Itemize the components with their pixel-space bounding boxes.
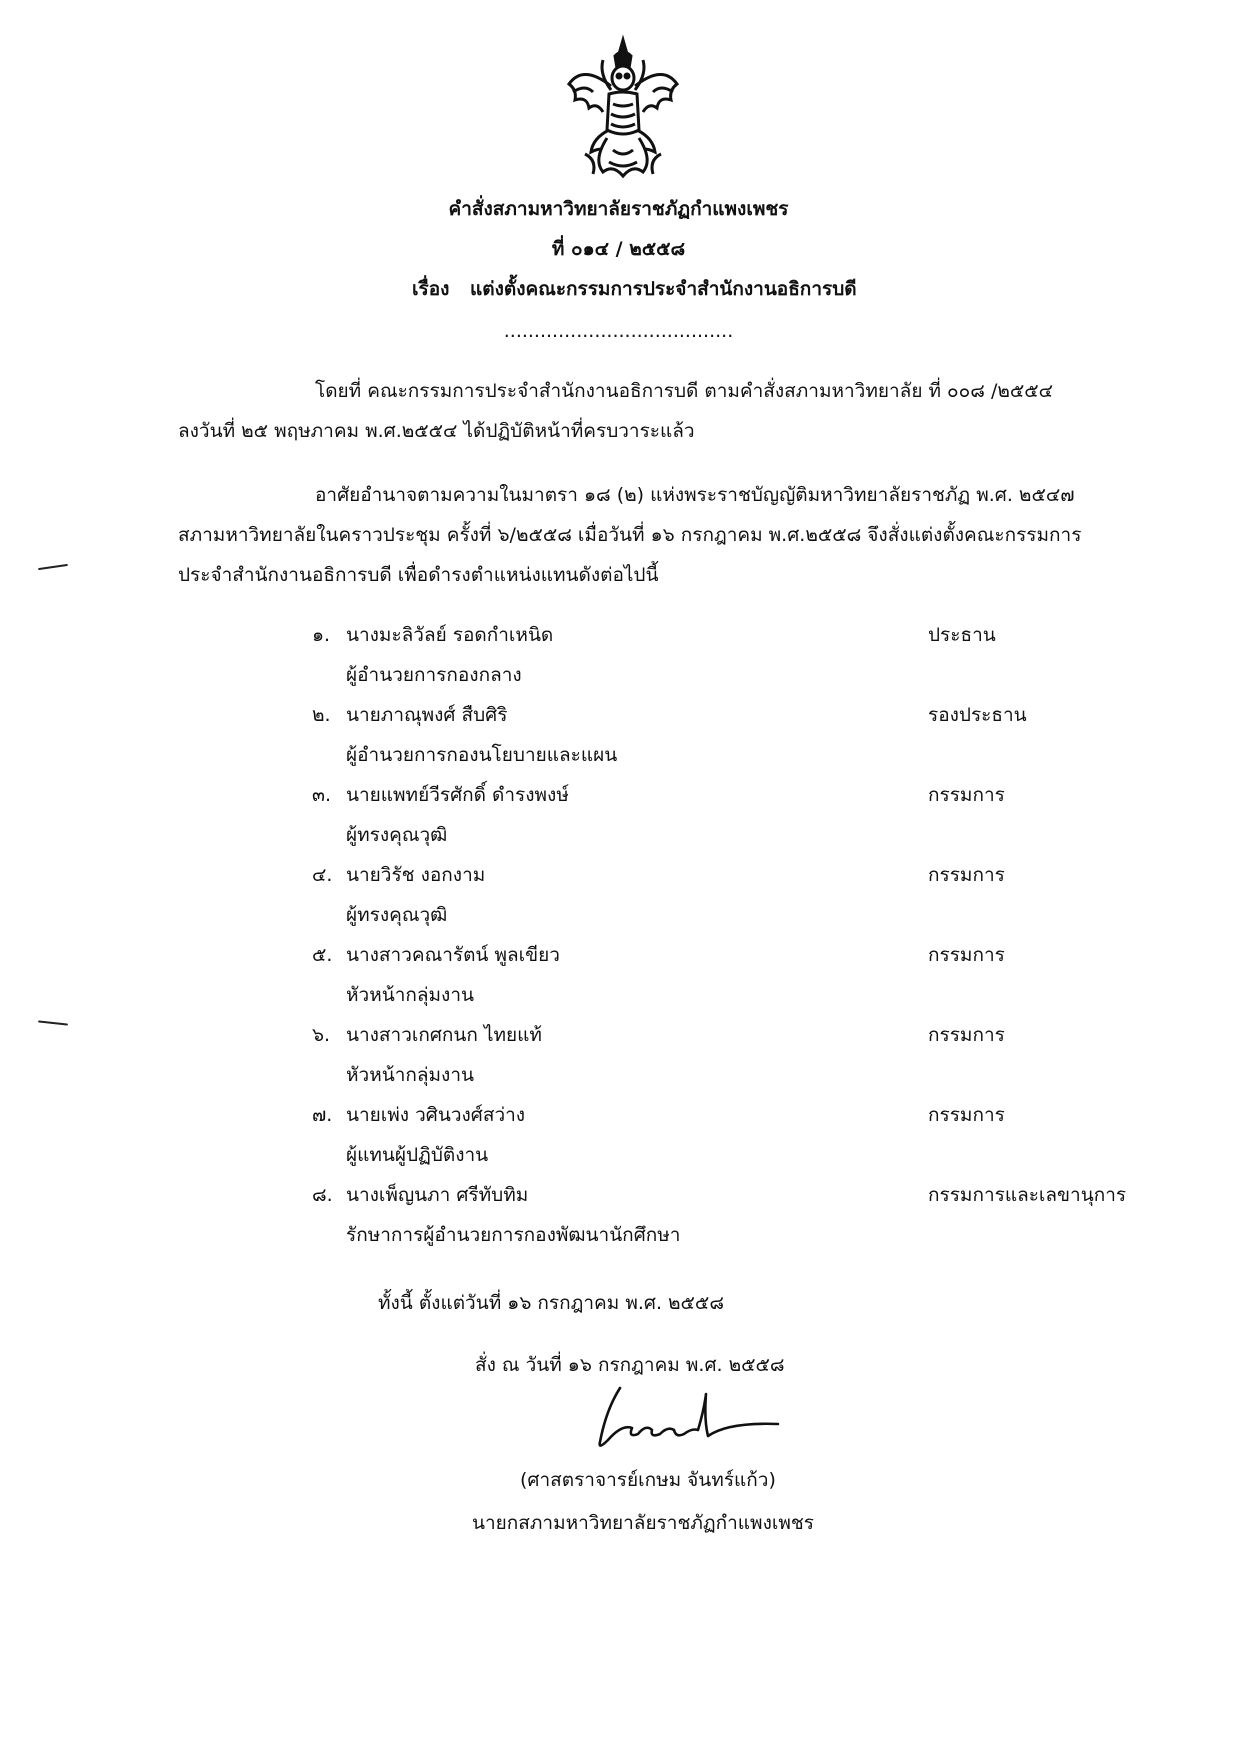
member-name: นายวิรัช งอกงาม: [346, 864, 486, 886]
member-number: ๑.: [312, 624, 331, 646]
member-number: ๗.: [312, 1104, 333, 1126]
subject-label: เรื่อง: [412, 278, 450, 300]
member-position: ผู้ทรงคุณวุฒิ: [346, 824, 448, 846]
order-title: คำสั่งสภามหาวิทยาลัยราชภัฏกำแพงเพชร: [448, 198, 789, 220]
member-name: นางมะลิวัลย์ รอดกำเหนิด: [346, 624, 554, 646]
signature: [588, 1380, 788, 1460]
paragraph-1-line-2: ลงวันที่ ๒๕ พฤษภาคม พ.ศ.๒๕๕๔ ได้ปฏิบัติหน้าที่ครบวาระแล้ว: [178, 420, 695, 442]
member-name: นางสาวเกศกนก ไทยแท้: [346, 1024, 542, 1046]
member-position: ผู้ทรงคุณวุฒิ: [346, 904, 448, 926]
order-number: ที่ ๐๑๔ / ๒๕๕๘: [551, 238, 686, 260]
garuda-emblem-icon: [563, 34, 683, 186]
member-position: รักษาการผู้อำนวยการกองพัฒนานักศึกษา: [346, 1224, 681, 1246]
signer-name: (ศาสตราจารย์เกษม จันทร์แก้ว): [520, 1469, 776, 1491]
order-date: สั่ง ณ วันที่ ๑๖ กรกฎาคม พ.ศ. ๒๕๕๘: [475, 1354, 785, 1376]
member-name: นายเพ่ง วศินวงศ์สว่าง: [346, 1104, 526, 1126]
member-number: ๔.: [312, 864, 333, 886]
paragraph-2-line-3: ประจำสำนักงานอธิการบดี เพื่อดำรงตำแหน่งแทนดังต่อไปนี้: [178, 564, 659, 586]
member-role: กรรมการและเลขานุการ: [928, 1184, 1127, 1206]
member-position: หัวหน้ากลุ่มงาน: [346, 984, 474, 1006]
member-name: นางเพ็ญนภา ศรีทับทิม: [346, 1184, 529, 1206]
scan-mark: [38, 1020, 68, 1025]
paragraph-2-line-2: สภามหาวิทยาลัยในคราวประชุม ครั้งที่ ๖/๒๕๕๘ เมื่อวันที่ ๑๖ กรกฎาคม พ.ศ.๒๕๕๘ จึงสั่งแต่งตั้งคณะกรรมการ: [178, 524, 1082, 546]
header-divider: ......................................: [503, 320, 734, 342]
member-role: กรรมการ: [928, 944, 1005, 966]
member-position: ผู้แทนผู้ปฏิบัติงาน: [346, 1144, 489, 1166]
member-role: กรรมการ: [928, 784, 1005, 806]
member-name: นางสาวคณารัตน์ พูลเขียว: [346, 944, 560, 966]
member-number: ๓.: [312, 784, 332, 806]
signer-title: นายกสภามหาวิทยาลัยราชภัฏกำแพงเพชร: [472, 1512, 814, 1534]
member-number: ๘.: [312, 1184, 333, 1206]
paragraph-2-line-1: อาศัยอำนาจตามความในมาตรา ๑๘ (๒) แห่งพระราชบัญญัติมหาวิทยาลัยราชภัฏ พ.ศ. ๒๕๔๗: [315, 484, 1075, 506]
member-number: ๕.: [312, 944, 333, 966]
member-role: กรรมการ: [928, 864, 1005, 886]
paragraph-1-line-1: โดยที่ คณะกรรมการประจำสำนักงานอธิการบดี ตามคำสั่งสภามหาวิทยาลัย ที่ ๐๐๘ /๒๕๕๔: [315, 380, 1054, 402]
member-role: รองประธาน: [928, 704, 1027, 726]
member-number: ๖.: [312, 1024, 331, 1046]
effective-date: ทั้งนี้ ตั้งแต่วันที่ ๑๖ กรกฎาคม พ.ศ. ๒๕๕๘: [378, 1292, 724, 1314]
member-role: กรรมการ: [928, 1024, 1005, 1046]
member-position: ผู้อำนวยการกองนโยบายและแผน: [346, 744, 618, 766]
member-name: นายแพทย์วีรศักดิ์ ดำรงพงษ์: [346, 784, 569, 806]
scan-mark: [38, 564, 68, 570]
member-position: หัวหน้ากลุ่มงาน: [346, 1064, 474, 1086]
member-position: ผู้อำนวยการกองกลาง: [346, 664, 522, 686]
order-subject: แต่งตั้งคณะกรรมการประจำสำนักงานอธิการบดี: [470, 278, 857, 300]
member-role: กรรมการ: [928, 1104, 1005, 1126]
member-name: นายภาณุพงศ์ สืบศิริ: [346, 704, 508, 726]
member-role: ประธาน: [928, 624, 996, 646]
member-number: ๒.: [312, 704, 331, 726]
